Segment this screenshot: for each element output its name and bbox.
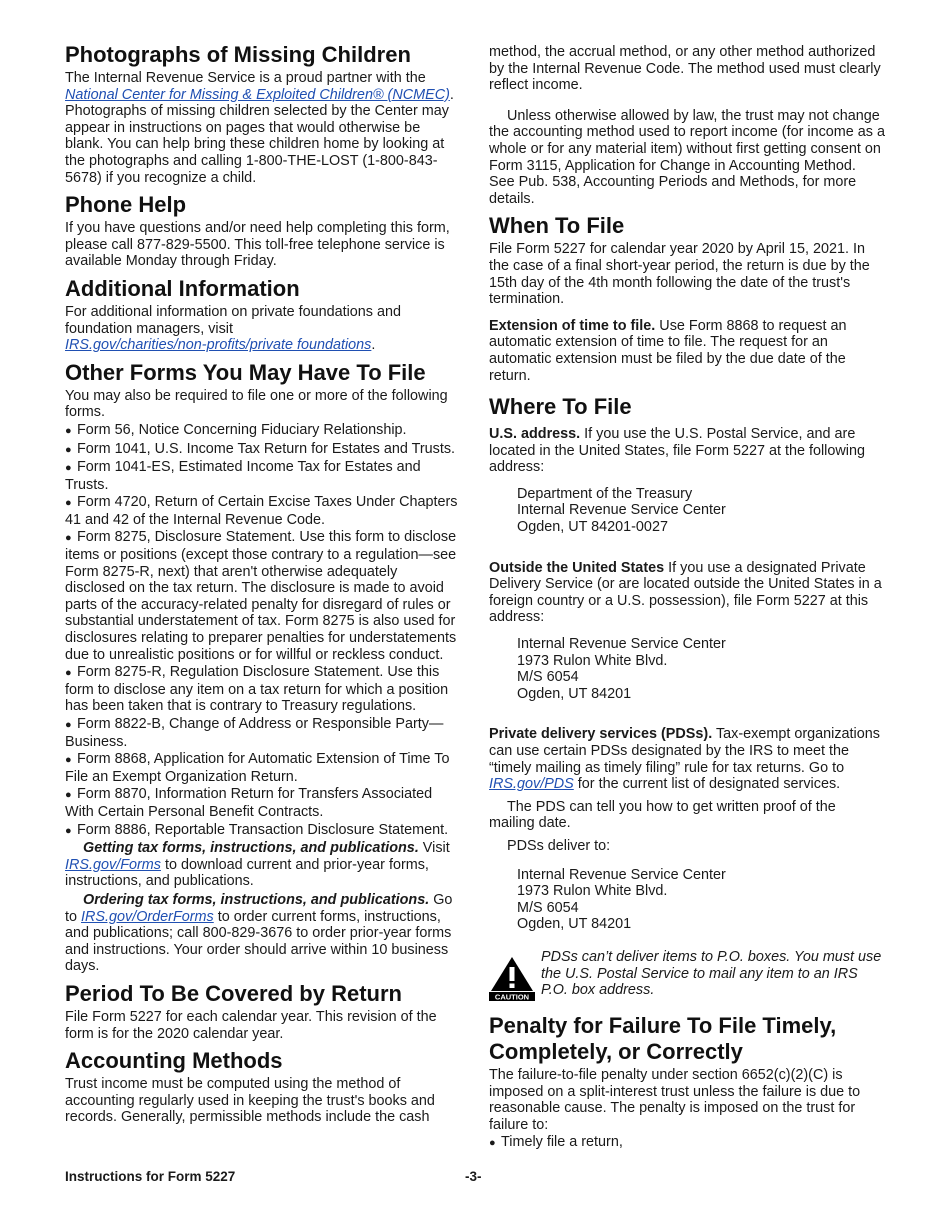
caution-label: CAUTION [494,992,530,1001]
us-mailing-address [517,486,885,536]
bullet-icon: ● [65,789,72,802]
private-foundations-link[interactable]: IRS.gov/charities/non-profits/private foundations [65,337,372,354]
pds-proof-paragraph: The PDS can tell you how to get written proof of the mailing date. [489,798,836,832]
list-item [65,441,461,459]
bullet-icon: ● [65,497,72,510]
address-line: 1973 Rulon White Blvd. [517,883,668,900]
list-item-text: Form 8868, Application for Automatic Extension of Time To File an Exempt Organization Return. [65,751,450,785]
list-item-text: Form 8870, Information Return for Transfers Associated With Certain Personal Benefit Contracts. [65,786,433,820]
text: for the current list of designated services. [573,776,841,793]
address-line: Department of the Treasury [517,485,693,502]
address-line: Internal Revenue Service Center [517,636,726,653]
run-in-heading: Ordering tax forms, instructions, and publications. [83,891,430,908]
list-item-text: Form 8275-R, Regulation Disclosure Statement. Use this form to disclose any item on a tax return for which a position has been taken that is contrary to Treasury regulations. [65,664,449,715]
pds-address [517,867,885,933]
address-line: M/S 6054 [517,899,579,916]
list-item [65,716,461,750]
right-column [489,44,885,1153]
heading-when-to-file: When To File [489,213,625,239]
list-item [65,751,461,785]
list-item-text: Form 56, Notice Concerning Fiduciary Relationship. [77,421,407,438]
run-in-heading: U.S. address. [489,426,581,443]
heading-other-forms: Other Forms You May Have To File [65,359,426,385]
run-in-heading: Getting tax forms, instructions, and publications. [83,840,419,857]
list-item [65,664,461,715]
footer-form-name: Instructions for Form 5227 [65,1169,236,1184]
bullet-icon: ● [65,424,72,437]
bullet-icon: ● [65,532,72,545]
bullet-icon: ● [65,754,72,767]
run-in-heading: Private delivery services (PDSs). [489,726,713,743]
ncmec-link[interactable]: National Center for Missing & Exploited Children® (NCMEC) [65,86,450,103]
text: For additional information on private foundations and foundation managers, visit [65,303,401,337]
address-line: Internal Revenue Service Center [517,866,726,883]
irs-orderforms-link[interactable]: IRS.gov/OrderForms [81,908,214,925]
penalty-list [489,1134,885,1152]
heading-period-covered: Period To Be Covered by Return [65,980,402,1006]
text: . [371,337,376,354]
getting-forms-paragraph [65,840,461,890]
text: The Internal Revenue Service is a proud partner with the [65,70,426,86]
address-line: M/S 6054 [517,669,579,686]
list-item-text: Form 8886, Reportable Transaction Disclosure Statement. [77,821,449,838]
bullet-icon: ● [65,667,72,680]
list-item [65,529,461,663]
address-line: Ogden, UT 84201 [517,685,632,702]
heading-missing-children: Photographs of Missing Children [65,42,411,67]
irs-pds-link[interactable]: IRS.gov/PDS [489,776,574,793]
heading-phone-help: Phone Help [65,192,187,218]
accounting-methods-continued: method, the accrual method, or any other method authorized by the Internal Revenue Code. The method used must clearly reflect income. [489,44,881,94]
bullet-icon: ● [65,443,72,456]
pds-deliver-paragraph: PDSs deliver to: [507,837,611,854]
heading-where-to-file: Where To File [489,394,632,420]
other-forms-list [65,422,461,839]
text: to download current and prior-year forms, instructions, and publications. [65,856,429,890]
accounting-methods-paragraph: Trust income must be computed using the method of accounting regularly used in keeping the trust's books and records. Generally, permissible methods include the cash [65,1076,435,1126]
text: If you use the U.S. Postal Service, and are located in the United States, file Form 5227 at the following address: [489,426,865,476]
list-item-text: Form 1041, U.S. Income Tax Return for Estates and Trusts. [77,440,456,457]
heading-accounting-methods: Accounting Methods [65,1048,283,1074]
address-line: Ogden, UT 84201-0027 [517,519,668,536]
text: If you use a designated Private Delivery Service (or are located outside the United States in a foreign country or a U.S. possession), file Form 5227 at this address: [489,559,882,626]
caution-note [489,949,885,1001]
bullet-icon: ● [65,719,72,731]
text: . Photographs of missing children selected by the Center may appear in instructions on pages that would otherwise be blank. You can help bring these children home by looking at the photographs and calling 1-800-THE-LOST (1-800-843-5678) if you recognize a child. [65,86,454,186]
list-item [65,422,461,440]
penalty-paragraph: The failure-to-file penalty under section 6652(c)(2)(C) is imposed on a split-interest trust unless the failure is due to reasonable cause. The penalty is imposed on the trust for failure to: [489,1066,861,1133]
bullet-icon: ● [65,462,72,475]
heading-penalty: Penalty for Failure To File Timely, Completely, or Correctly [489,1012,837,1064]
additional-info-paragraph [65,304,461,354]
pds-paragraph [489,726,885,792]
heading-additional-information: Additional Information [65,275,300,301]
text: to order current forms, instructions, and publications; call 800-829-3676 to order prior-year forms and instructions. Your order should arrive within 10 business days. [65,908,452,975]
address-line: 1973 Rulon White Blvd. [517,652,668,669]
bullet-icon: ● [65,824,72,837]
accounting-change-paragraph: Unless otherwise allowed by law, the trust may not change the accounting method used to report income (for income as a whole or for any material item) without first getting consent on Form 3115, Application for Change in Accounting Method. See Pub. 538, Accounting Periods and Methods, for more details. [489,107,885,207]
list-item [65,822,461,840]
list-item [65,494,461,528]
caution-text: PDSs can’t deliver items to P.O. boxes. You must use the U.S. Postal Service to mail any item to an IRS P.O. box address. [541,948,882,999]
text: Use Form 8868 to request an automatic extension of time to file. The request for an automatic extension must be filed by the due date of the return. [489,317,847,384]
ordering-forms-paragraph [65,892,461,975]
period-covered-paragraph: File Form 5227 for each calendar year. This revision of the form is for the 2020 calendar year. [65,1008,437,1042]
left-column [65,42,461,1132]
us-address-paragraph [489,426,885,476]
bullet-icon: ● [489,1137,496,1150]
address-line: Ogden, UT 84201 [517,916,632,933]
address-line: Internal Revenue Service Center [517,502,726,519]
list-item [65,459,461,493]
text: Visit [418,840,450,857]
irs-forms-link[interactable]: IRS.gov/Forms [65,856,161,873]
list-item [65,786,461,820]
list-item-text: Form 8822-B, Change of Address or Responsible Party—Business. [65,716,444,750]
list-item [489,1134,885,1152]
list-item-text: Form 4720, Return of Certain Excise Taxes Under Chapters 41 and 42 of the Internal Revenue Code. [65,494,458,528]
page-number: -3- [465,1169,482,1184]
missing-children-paragraph [65,70,461,186]
list-item-text: Timely file a return, [501,1134,623,1151]
list-item-text: Form 1041-ES, Estimated Income Tax for Estates and Trusts. [65,459,421,493]
run-in-heading: Outside the United States [489,559,665,576]
extension-paragraph [489,318,885,384]
text: Go to [65,891,453,925]
text: Tax-exempt organizations can use certain PDSs designated by the IRS to meet the “timely mailing as timely filing” rule for tax returns. Go to [489,726,880,776]
outside-us-paragraph [489,560,885,626]
caution-icon [489,955,535,1001]
run-in-heading: Extension of time to file. [489,317,656,334]
outside-us-address [517,636,885,702]
phone-help-paragraph: If you have questions and/or need help completing this form, please call 877-829-5500. This toll-free telephone service is available Monday through Friday. [65,220,450,270]
when-to-file-paragraph: File Form 5227 for calendar year 2020 by April 15, 2021. In the case of a final short-year period, the return is due by the 15th day of the 4th month following the date of the trust's termination. [489,241,870,308]
other-forms-intro: You may also be required to file one or more of the following forms. [65,387,448,421]
list-item-text: Form 8275, Disclosure Statement. Use this form to disclose items or positions (except those contrary to a regulation—see Form 8275-R, next) that aren't otherwise adequately disclosed on the tax return. The disclosure is made to avoid parts of the accuracy-related penalty for disregard of rules or substantial understatement of tax. Form 8275 is also used for disclosures relating to preparer penalties for understatements due to unrealistic positions or for willful or reckless conduct. [65,529,457,663]
